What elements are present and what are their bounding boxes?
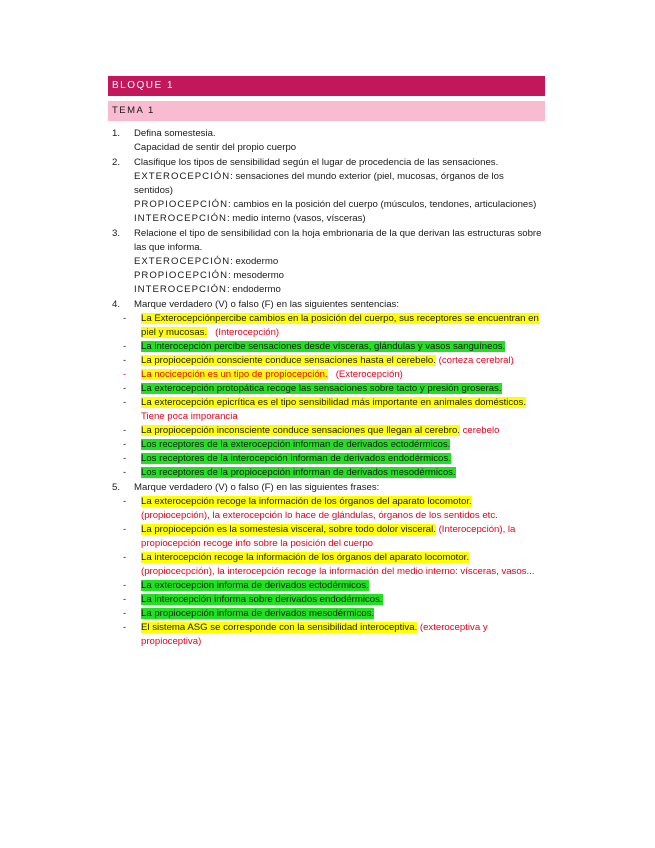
answer-value: : mesodermo	[228, 270, 285, 281]
statement-text: Los receptores de la exterocepción informan de derivados ectodérmicos.	[141, 439, 451, 450]
statement-text: La exterocepción recoge la información de los órganos del aparato locomotor.	[141, 496, 472, 507]
answer-key: EXTEROCEPCIÓN	[134, 256, 231, 267]
list-item: - La interocepción percibe sensaciones desde vísceras, glándulas y vasos sanguíneos.	[123, 341, 506, 352]
list-item: - La propiocepción informa de derivados mesodérmicos.	[123, 608, 375, 619]
statement-text: La exterocepción protopática recoge las sensaciones sobre tacto y presión groseras.	[141, 383, 502, 394]
answer-key: INTEROCEPCIÓN	[134, 284, 227, 295]
answer-key: PROPIOCEPCIÓN	[134, 199, 229, 210]
statement-text: El sistema ASG se corresponde con la sensibilidad interoceptiva.	[141, 622, 418, 633]
answer-text: Capacidad de sentir del propio cuerpo	[134, 142, 297, 153]
statement-text: Los receptores de la interocepción informan de derivados endodérmicos.	[141, 453, 451, 464]
question-4-items	[112, 312, 542, 480]
statement-text: La exterocepcion informa de derivados ectodérmicos.	[141, 580, 369, 591]
document-body	[112, 127, 542, 649]
answer-value: : endodermo	[226, 284, 281, 295]
tema-header	[108, 101, 545, 121]
question-5	[112, 481, 542, 495]
correction-note: (propiocepción), la exterocepción lo hace de glándulas, órganos de los sentidos etc.	[141, 510, 498, 521]
list-item: - La interocepción informa sobre derivados endodérmicos.	[123, 594, 383, 605]
answer-value: : cambios en la posición del cuerpo (músculos, tendones, articulaciones)	[228, 199, 537, 210]
answer-line	[134, 269, 542, 283]
answer-key: INTEROCEPCIÓN	[134, 213, 227, 224]
correction-note: (exteroceptiva y propioceptiva)	[141, 622, 488, 647]
question-text: Marque verdadero (V) o falso (F) en las siguientes sentencias:	[134, 299, 400, 310]
question-2	[112, 156, 542, 226]
list-item: - La exterocepcion informa de derivados ectodérmicos.	[123, 580, 369, 591]
bloque-title: BLOQUE 1	[112, 80, 175, 91]
list-item: - La propiocepción consciente conduce sensaciones hasta el cerebelo. (corteza cerebral)	[123, 355, 514, 366]
answer-line	[134, 255, 542, 269]
list-item: - La nocicepción es un tipo de propiocepción. (Exterocepción)	[123, 369, 403, 380]
correction-note: (Interocepción), la propiocepción recoge info sobre la posición del cuerpo	[141, 524, 516, 549]
question-4	[112, 298, 542, 312]
statement-text: La Exterocepciónpercibe cambios en la posición del cuerpo, sus receptores se encuentran en piel y mucosas.	[141, 313, 539, 338]
answer-value: : sensaciones del mundo exterior (piel, mucosas, órganos de los sentidos)	[134, 171, 504, 196]
correction-note: cerebelo	[462, 425, 500, 436]
correction-note: Tiene poca imporancia	[141, 411, 238, 422]
question-number: 5.	[112, 482, 121, 493]
list-item: - Los receptores de la interocepción informan de derivados endodérmicos.	[123, 453, 451, 464]
answer-value: : exodermo	[230, 256, 279, 267]
statement-text: La propiocepción es la somestesia visceral, sobre todo dolor visceral.	[141, 524, 436, 535]
list-item: - La exterocepción recoge la información de los órganos del aparato locomotor. (propiocepción), la exterocepción lo hace de glándulas, órganos de los sentidos etc.	[123, 496, 498, 521]
answer-value: : medio interno (vasos, vísceras)	[226, 213, 366, 224]
statement-text: La propiocepción informa de derivados mesodérmicos.	[141, 608, 375, 619]
list-item: - El sistema ASG se corresponde con la sensibilidad interoceptiva. (exteroceptiva y propioceptiva)	[123, 622, 488, 647]
question-text: Defina somestesia.	[134, 128, 216, 139]
list-item: - La propiocepción es la somestesia visceral, sobre todo dolor visceral. (Interocepción), la propiocepción recoge info sobre la posición del cuerpo	[123, 524, 516, 549]
answer-line	[134, 212, 542, 226]
list-item: - Los receptores de la propiocepción informan de derivados mesodérmicos.	[123, 467, 456, 478]
answer-key: EXTEROCEPCIÓN	[134, 171, 231, 182]
question-1	[112, 127, 542, 155]
statement-text: La propiocepción consciente conduce sensaciones hasta el cerebelo.	[141, 355, 436, 366]
list-item: - La exterocepción protopática recoge las sensaciones sobre tacto y presión groseras.	[123, 383, 502, 394]
question-number: 3.	[112, 228, 121, 239]
list-item: - Los receptores de la exterocepción informan de derivados ectodérmicos.	[123, 439, 451, 450]
question-text: Relacione el tipo de sensibilidad con la hoja embrionaria de la que derivan las estructuras sobre las que informa.	[134, 228, 542, 253]
question-text: Clasifique los tipos de sensibilidad según el lugar de procedencia de las sensaciones.	[134, 157, 499, 168]
question-5-items	[112, 495, 542, 649]
tema-title: TEMA 1	[112, 105, 155, 116]
list-item: - La Exterocepciónpercibe cambios en la posición del cuerpo, sus receptores se encuentran en piel y mucosas. (Interocepción)	[123, 313, 539, 338]
question-number: 4.	[112, 299, 121, 310]
correction-note: (Exterocepción)	[335, 369, 403, 380]
list-item: - La interocepción recoge la información de los órganos del aparato locomotor. (propiocecpción), la interocepción recoge la información del medio interno: vísceras, vasos...	[123, 552, 535, 577]
list-item: - La exterocepción epicrítica es el tipo sensibilidad más importante en animales domésticos. Tiene poca imporancia	[123, 397, 527, 422]
list-item: - La propiocepción inconsciente conduce sensaciones que llegan al cerebro. cerebelo	[123, 425, 500, 436]
answer-line	[134, 283, 542, 297]
statement-text: Los receptores de la propiocepción informan de derivados mesodérmicos.	[141, 467, 456, 478]
bloque-header	[108, 76, 545, 96]
question-3	[112, 227, 542, 297]
question-text: Marque verdadero (V) o falso (F) en las siguientes frases:	[134, 482, 380, 493]
answer-line	[134, 170, 542, 198]
correction-note: (propiocecpción), la interocepción recoge la información del medio interno: vísceras, vasos...	[141, 566, 535, 577]
statement-text: La propiocepción inconsciente conduce sensaciones que llegan al cerebro.	[141, 425, 460, 436]
statement-text: La exterocepción epicrítica es el tipo sensibilidad más importante en animales domésticos.	[141, 397, 527, 408]
question-number: 1.	[112, 128, 121, 139]
answer-key: PROPIOCEPCIÓN	[134, 270, 229, 281]
statement-text: La interocepción recoge la información de los órganos del aparato locomotor.	[141, 552, 469, 563]
question-number: 2.	[112, 157, 121, 168]
answer-line	[134, 198, 542, 212]
correction-note: (Interocepción)	[215, 327, 280, 338]
statement-text: La interocepción percibe sensaciones desde vísceras, glándulas y vasos sanguíneos.	[141, 341, 506, 352]
statement-text: La nocicepción es un tipo de propiocepción.	[141, 369, 328, 380]
correction-note: (corteza cerebral)	[438, 355, 514, 366]
statement-text: La interocepción informa sobre derivados endodérmicos.	[141, 594, 383, 605]
